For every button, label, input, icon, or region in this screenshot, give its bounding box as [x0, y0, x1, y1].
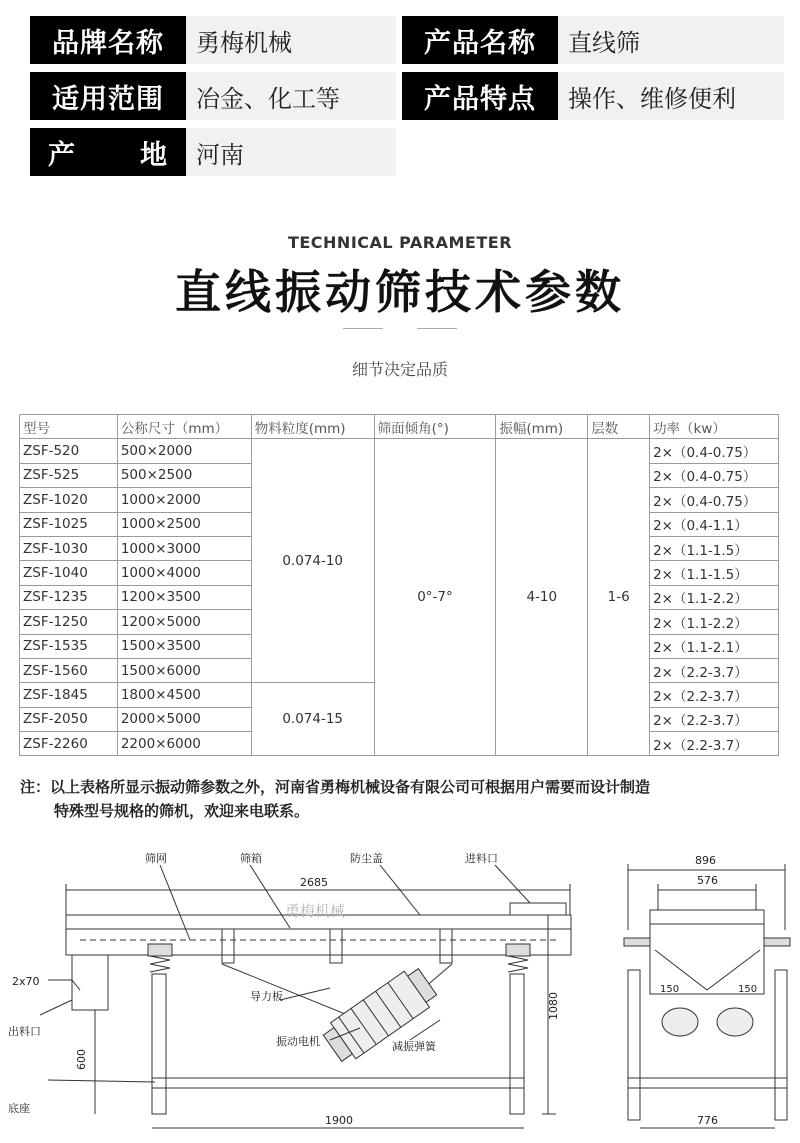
- feature-label: 产品特点: [402, 72, 558, 120]
- dim-1080: 1080: [547, 992, 560, 1020]
- scope-label: 适用范围: [30, 72, 186, 120]
- cell-model: ZSF-1845: [20, 683, 118, 707]
- cell-power: 2×（0.4-0.75）: [650, 439, 779, 463]
- dim-896: 896: [695, 854, 716, 867]
- watermark: 勇梅机械: [285, 902, 346, 920]
- inlet-hopper: [510, 903, 566, 915]
- scope-block: [30, 72, 396, 120]
- cell-model: ZSF-1235: [20, 585, 118, 609]
- side-cover: [650, 910, 764, 924]
- label-box: 筛箱: [240, 852, 262, 865]
- screen-box: [66, 929, 571, 955]
- spring-right: [506, 944, 530, 956]
- leg-right: [510, 974, 524, 1114]
- dim-600: 600: [75, 1049, 88, 1070]
- dim-1900: 1900: [325, 1114, 353, 1127]
- brand-value: 勇梅机械: [186, 16, 396, 64]
- leg-left: [152, 974, 166, 1114]
- page-title: 直线振动筛技术参数: [175, 265, 625, 319]
- spring-left: [148, 944, 172, 956]
- scope-value: 冶金、化工等: [186, 72, 396, 120]
- cell-size: 1800×4500: [117, 683, 251, 707]
- cell-layers: 1-6: [588, 439, 650, 756]
- dim-150-left: 150: [660, 984, 680, 995]
- cell-power: 2×（0.4-1.1）: [650, 512, 779, 536]
- heading-english: TECHNICAL PARAMETER: [287, 233, 513, 252]
- note-line-1: 注：以上表格所显示振动筛参数之外，河南省勇梅机械设备有限公司可根据用户需要而设计制造: [20, 778, 651, 796]
- feature-value: 操作、维修便利: [558, 72, 784, 120]
- cell-model: ZSF-1250: [20, 610, 118, 634]
- origin-block: [30, 128, 396, 176]
- cell-size: 1000×3000: [117, 536, 251, 560]
- cell-model: ZSF-1020: [20, 488, 118, 512]
- header-size: 公称尺寸（mm）: [117, 415, 251, 439]
- header-amplitude: 振幅(mm): [496, 415, 588, 439]
- dim-150-right: 150: [738, 984, 758, 995]
- divider-left: [343, 328, 383, 329]
- cell-size: 1200×5000: [117, 610, 251, 634]
- divider-right: [417, 328, 457, 329]
- product-name-label: 产品名称: [402, 16, 558, 64]
- header-granularity: 物料粒度(mm): [251, 415, 374, 439]
- cell-power: 2×（2.2-3.7）: [650, 683, 779, 707]
- label-screen: 筛网: [145, 852, 167, 865]
- label-base: 底座: [8, 1102, 30, 1115]
- label-motor: 振动电机: [276, 1035, 320, 1048]
- origin-label-char-2: 地: [140, 139, 168, 171]
- brand-label: 品牌名称: [30, 16, 186, 64]
- cell-amplitude: 4-10: [496, 439, 588, 756]
- header-angle: 筛面倾角(°): [374, 415, 496, 439]
- table-header-row: [20, 415, 779, 439]
- cell-size: 1000×2500: [117, 512, 251, 536]
- cell-model: ZSF-1560: [20, 658, 118, 682]
- cell-power: 2×（1.1-1.5）: [650, 561, 779, 585]
- side-motor-right: [717, 1008, 753, 1036]
- cell-size: 1000×4000: [117, 561, 251, 585]
- header-power: 功率（kw）: [650, 415, 779, 439]
- technical-drawing: [0, 840, 800, 1140]
- dim-2685: 2685: [300, 876, 328, 889]
- base-frame: [152, 1078, 524, 1088]
- cell-size: 2200×6000: [117, 732, 251, 756]
- label-cover: 防尘盖: [350, 852, 383, 865]
- cell-granularity-2: 0.074-15: [251, 683, 374, 756]
- cell-power: 2×（1.1-2.2）: [650, 585, 779, 609]
- origin-value: 河南: [186, 128, 396, 176]
- label-guide: 导力板: [250, 990, 283, 1003]
- cell-size: 1000×2000: [117, 488, 251, 512]
- feature-block: [402, 72, 784, 120]
- dim-776: 776: [697, 1114, 718, 1127]
- cell-power: 2×（1.1-1.5）: [650, 536, 779, 560]
- cell-power: 2×（2.2-3.7）: [650, 732, 779, 756]
- product-name-value: 直线筛: [558, 16, 784, 64]
- cell-size: 2000×5000: [117, 707, 251, 731]
- label-inlet: 进料口: [465, 852, 498, 865]
- page-subtitle: 细节决定品质: [351, 360, 448, 379]
- side-motor-left: [662, 1008, 698, 1036]
- cell-power: 2×（1.1-2.1）: [650, 634, 779, 658]
- cell-power: 2×（0.4-0.75）: [650, 463, 779, 487]
- cell-model: ZSF-1030: [20, 536, 118, 560]
- note-line-2: 特殊型号规格的筛机，欢迎来电联系。: [54, 802, 310, 820]
- cell-power: 2×（2.2-3.7）: [650, 658, 779, 682]
- cell-model: ZSF-2260: [20, 732, 118, 756]
- origin-label-char-1: 产: [48, 139, 76, 171]
- cell-granularity-1: 0.074-10: [251, 439, 374, 683]
- table-row: [20, 439, 779, 463]
- cell-model: ZSF-1535: [20, 634, 118, 658]
- cell-model: ZSF-1040: [20, 561, 118, 585]
- cell-power: 2×（0.4-0.75）: [650, 488, 779, 512]
- cell-power: 2×（2.2-3.7）: [650, 707, 779, 731]
- cell-model: ZSF-525: [20, 463, 118, 487]
- outlet-chute: [72, 955, 108, 1010]
- brand-block: [30, 16, 396, 64]
- cell-angle: 0°-7°: [374, 439, 496, 756]
- cell-size: 500×2000: [117, 439, 251, 463]
- cell-size: 1500×3500: [117, 634, 251, 658]
- header-model: 型号: [20, 415, 118, 439]
- cell-size: 500×2500: [117, 463, 251, 487]
- cell-model: ZSF-1025: [20, 512, 118, 536]
- label-outlet: 出料口: [8, 1025, 41, 1038]
- cell-size: 1500×6000: [117, 658, 251, 682]
- label-2x70: 2x70: [12, 975, 40, 988]
- note: [20, 775, 790, 823]
- cell-model: ZSF-520: [20, 439, 118, 463]
- cell-power: 2×（1.1-2.2）: [650, 610, 779, 634]
- cell-size: 1200×3500: [117, 585, 251, 609]
- header-layers: 层数: [588, 415, 650, 439]
- product-name-block: [402, 16, 784, 64]
- spec-table: [19, 414, 779, 756]
- cell-model: ZSF-2050: [20, 707, 118, 731]
- dim-576: 576: [697, 874, 718, 887]
- label-spring: 减振弹簧: [392, 1040, 436, 1053]
- origin-label: [30, 128, 186, 176]
